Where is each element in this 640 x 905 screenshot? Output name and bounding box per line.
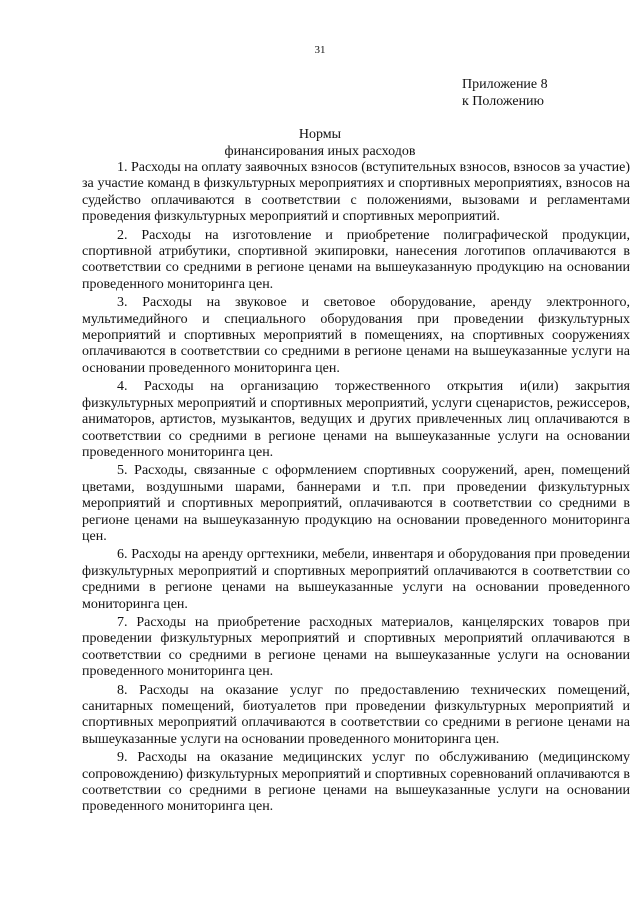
paragraph-5: 5. Расходы, связанные с оформлением спортивных сооружений, арен, помещений цветами, воздушными шарами, баннерами и т.п. при проведении физкультурных мероприятий и спортивных мероприятий, оплачиваются в соответствии со средними в регионе ценами на вышеуказанную продукцию на основании проведенного мониторинга цен. xyxy=(82,463,630,544)
paragraph-6: 6. Расходы на аренду оргтехники, мебели, инвентаря и оборудования при проведении физкультурных мероприятий и спортивных мероприятий оплачиваются в соответствии со средними в регионе ценами на вышеуказанные услуги на основании проведенного мониторинга цен. xyxy=(82,547,630,612)
appendix-line-1: Приложение 8 xyxy=(462,77,548,92)
appendix-reference xyxy=(462,76,548,110)
document-title xyxy=(0,126,640,160)
title-line-1: Нормы xyxy=(298,127,342,142)
appendix-line-2: к Положению xyxy=(462,94,545,109)
paragraph-9: 9. Расходы на оказание медицинских услуг по обслуживанию (медицинскому сопровождению) физкультурных мероприятий и спортивных соревнований оплачиваются в соответствии со средними в регионе ценами на вышеуказанные услуги на основании проведенного мониторинга цен. xyxy=(82,750,630,815)
paragraph-3: 3. Расходы на звуковое и световое оборудование, аренду электронного, мультимедийного и специального оборудования при проведении физкультурных мероприятий и спортивных мероприятий в помещениях, на спортивных сооружениях оплачиваются в соответствии со средними в регионе ценами на вышеуказанные услуги на основании проведенного мониторинга цен. xyxy=(82,295,630,376)
title-line-2: финансирования иных расходов xyxy=(224,144,416,159)
paragraph-8: 8. Расходы на оказание услуг по предоставлению технических помещений, санитарных помещений, биотуалетов при проведении физкультурных мероприятий и спортивных мероприятий оплачиваются в соответствии со средними в регионе ценами на вышеуказанные услуги на основании проведенного мониторинга цен. xyxy=(82,682,630,747)
paragraph-4: 4. Расходы на организацию торжественного открытия и(или) закрытия физкультурных мероприятий и спортивных мероприятий, услуги сценаристов, режиссеров, аниматоров, артистов, музыкантов, ведущих и других привлеченных лиц оплачиваются в соответствии со средними в регионе ценами на вышеуказанные услуги на основании проведенного мониторинга цен. xyxy=(82,379,630,460)
paragraph-7: 7. Расходы на приобретение расходных материалов, канцелярских товаров при проведении физкультурных мероприятий и спортивных мероприятий оплачиваются в соответствии со средними в регионе ценами на вышеуказанные услуги на основании проведенного мониторинга цен. xyxy=(82,614,630,680)
document-body xyxy=(82,160,630,818)
page-number: 31 xyxy=(314,44,326,56)
paragraph-2: 2. Расходы на изготовление и приобретение полиграфической продукции, спортивной атрибутики, спортивной экипировки, нанесения логотипов оплачиваются в соответствии со средними в регионе ценами на вышеуказанную продукцию на основании проведенного мониторинга цен. xyxy=(82,227,630,292)
paragraph-1: 1. Расходы на оплату заявочных взносов (вступительных взносов, взносов за участие) за участие команд в физкультурных мероприятиях и спортивных мероприятиях, взносов на судейство оплачиваются в соответствии с положениями, вызовами и регламентами проведения физкультурных мероприятий и спортивных мероприятий. xyxy=(82,160,630,225)
